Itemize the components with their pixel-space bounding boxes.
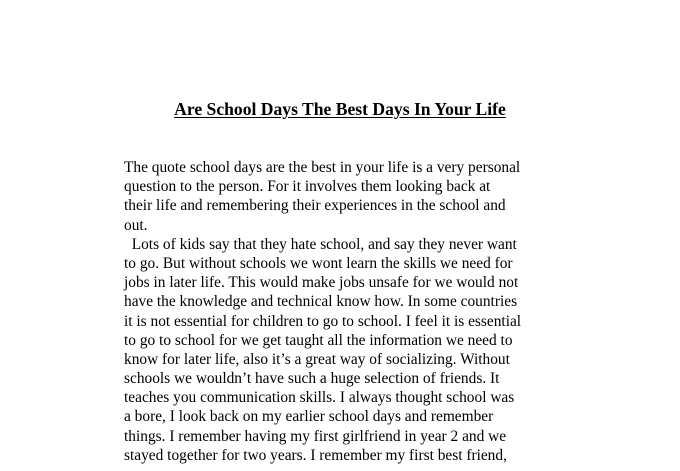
essay-line: Lots of kids say that they hate school, and say they never want [124,235,517,253]
essay-line: have the knowledge and technical know how. In some countries [124,293,518,311]
essay-line: to go to school for we get taught all the information we need to [124,331,513,349]
essay-line: to go. But without schools we wont learn the skills we need for [124,254,513,272]
essay-line: teaches you communication skills. I always thought school was [124,389,515,407]
essay-line: question to the person. For it involves them looking back at [124,178,491,196]
essay-line: out. [124,216,148,234]
essay-line: things. I remember having my first girlfriend in year 2 and we [124,427,507,445]
essay-line: The quote school days are the best in your life is a very personal [124,159,521,176]
essay-line: stayed together for two years. I remember my first best friend, [124,446,507,464]
essay-line: a bore, I look back on my earlier school days and remember [124,408,494,426]
essay-line: it is not essential for children to go to school. I feel it is essential [124,312,522,330]
essay-line: schools we wouldn’t have such a huge selection of friends. It [124,370,500,388]
essay-line: know for later life, also it’s a great way of socializing. Without [124,350,510,368]
essay-line: their life and remembering their experiences in the school and [124,197,506,215]
essay-line: jobs in later life. This would make jobs unsafe for we would not [124,274,519,292]
essay-body [124,158,584,465]
document-title: Are School Days The Best Days In Your Life [174,99,506,119]
